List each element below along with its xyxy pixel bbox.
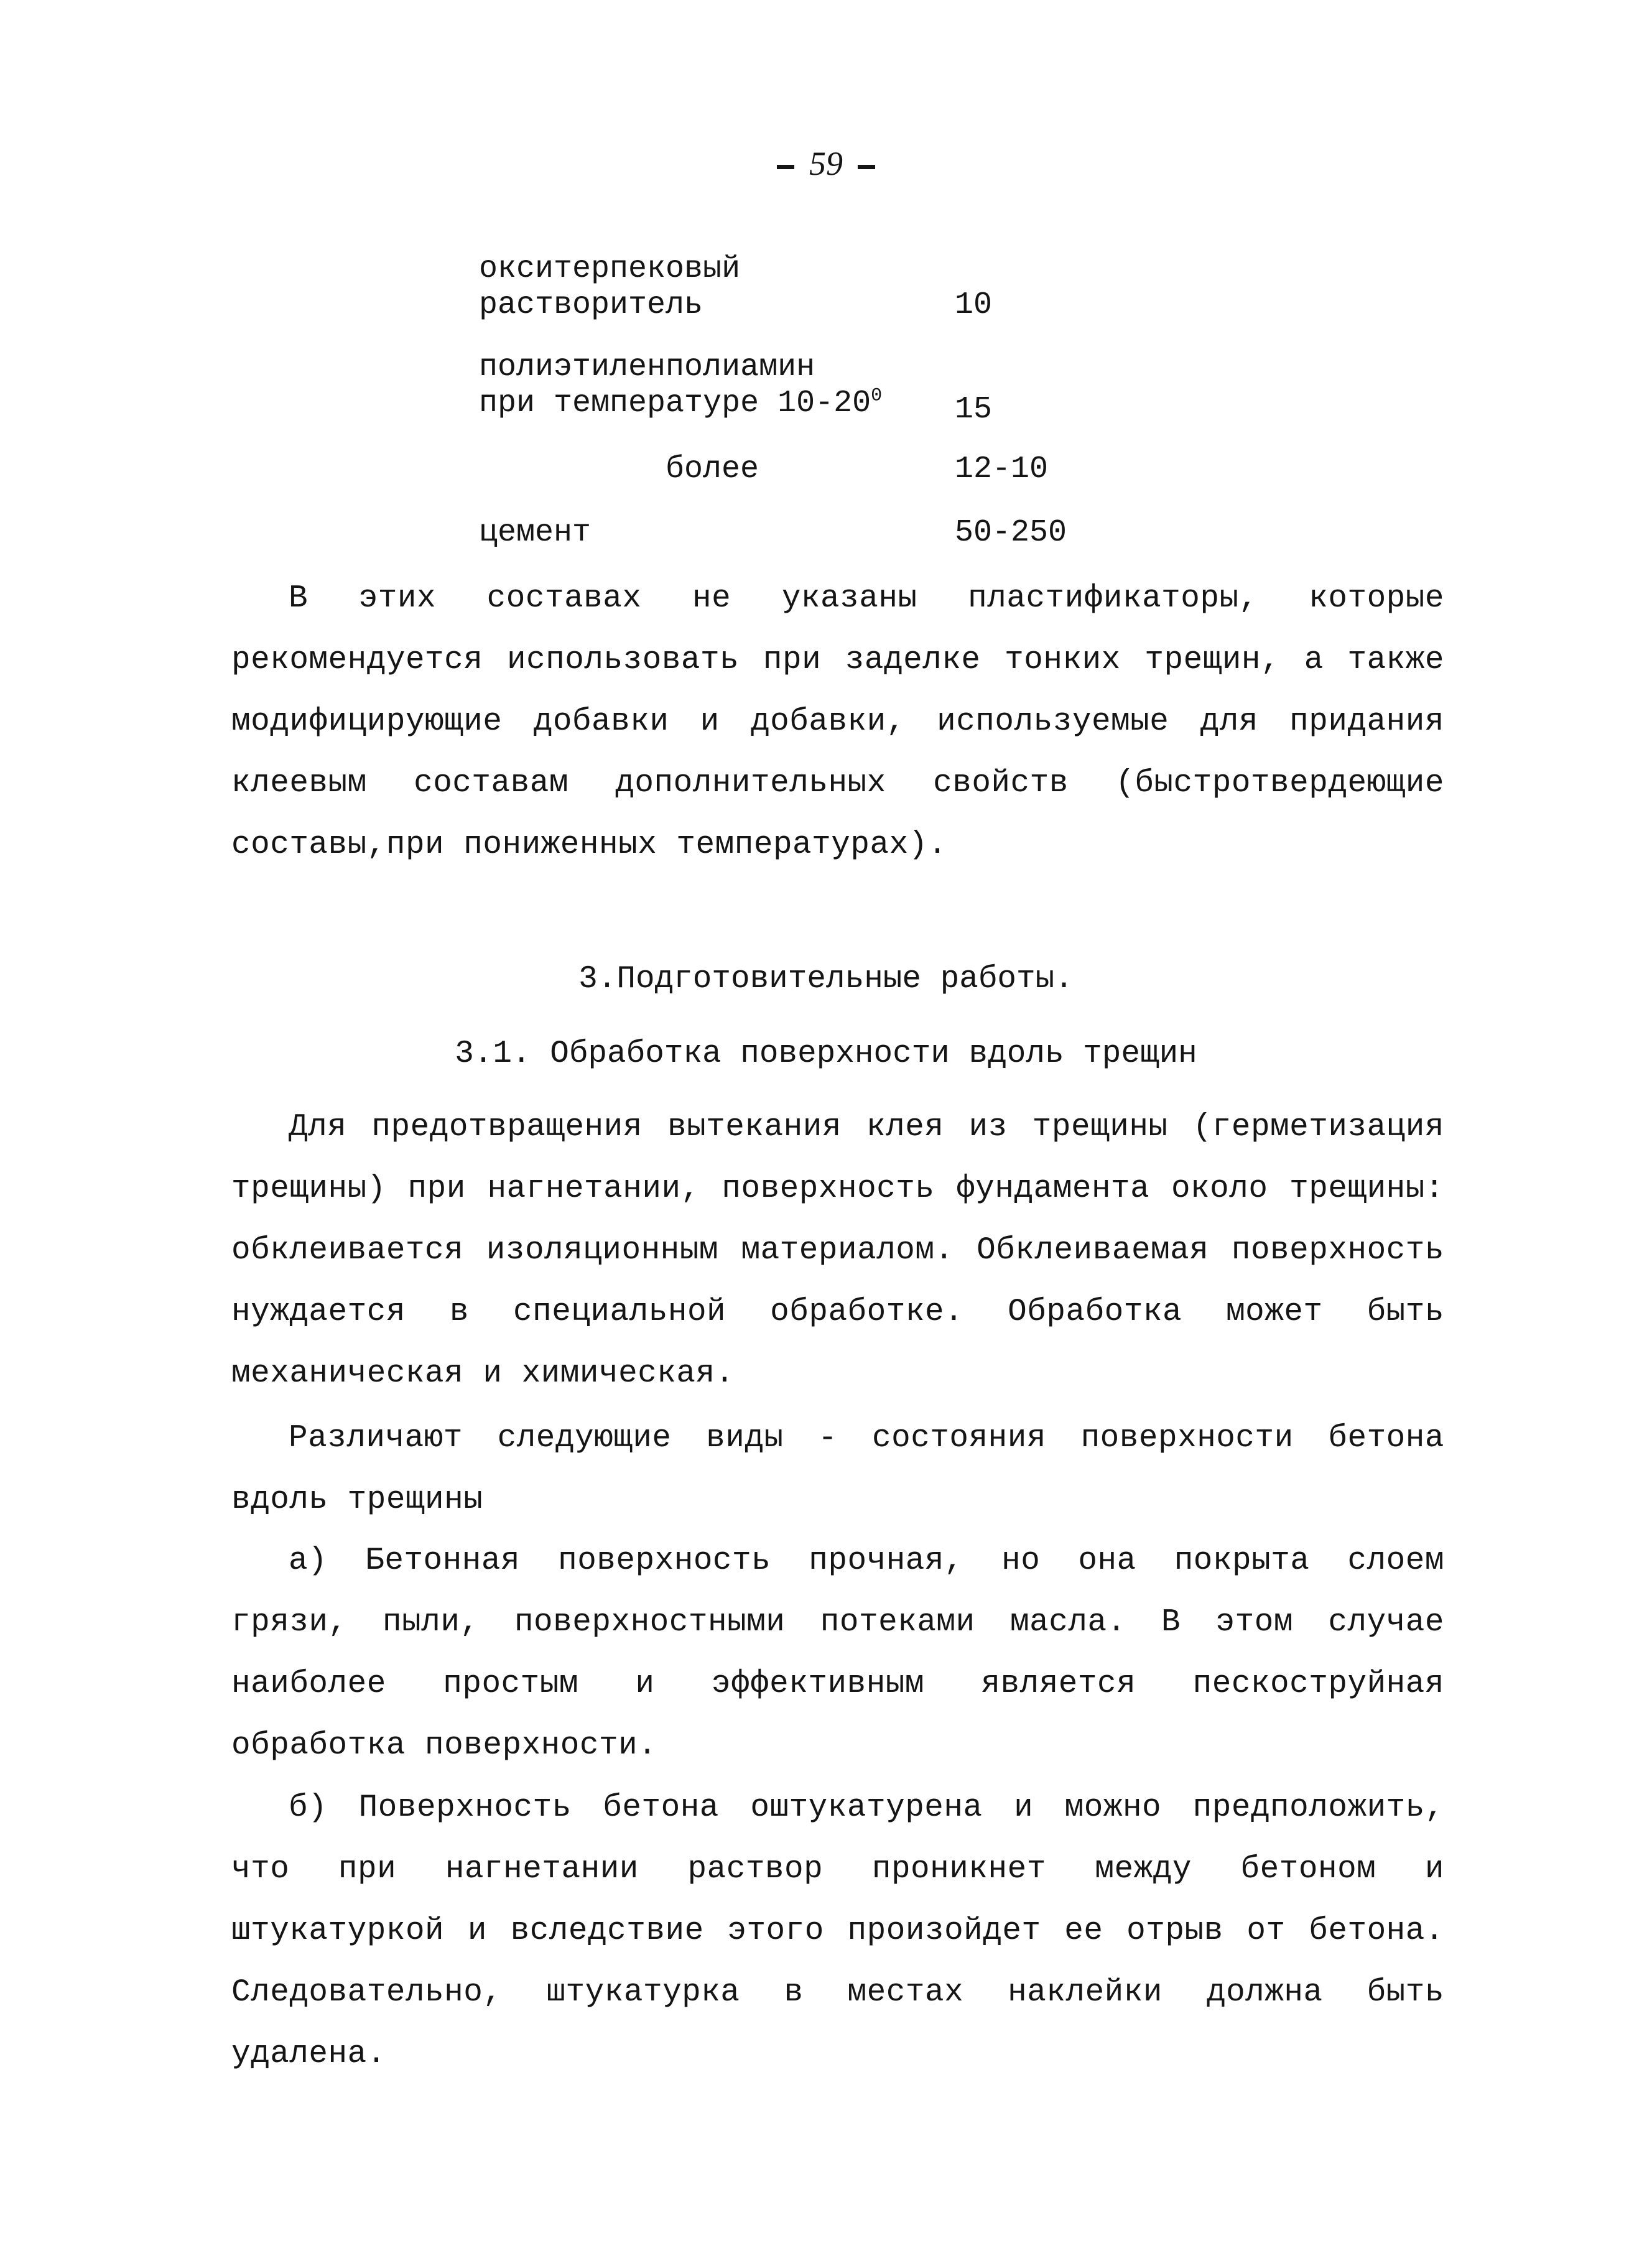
- paragraph-additives: В этих составах не указаны пластификаторы, которые рекомендуется использовать при заделке тонких трещин, а также модифицирующие добавки и добавки, используемые для придания клеевым составам дополнительных свойств (быстротвердеющие составы,при пониженных температурах).: [231, 581, 1444, 863]
- dash-right: [858, 165, 875, 169]
- component-amount: 15: [955, 392, 993, 427]
- component-name: окситерпековый растворитель: [479, 251, 741, 323]
- section-heading: 3.Подготовительные работы.: [578, 962, 1074, 997]
- component-name: полиэтиленполиамин при температуре $10-20^0$: [479, 350, 883, 421]
- list-item-a: а) Бетонная поверхность прочная, но она покрыта слоем грязи, пыли, поверхностными потеками масла. В этом случае наиболее простым и эффективным является пескоструйная обработка поверхности.: [231, 1543, 1444, 1763]
- component-name: более: [666, 452, 759, 487]
- component-amount: 12-10: [955, 452, 1049, 487]
- component-amount: 10: [955, 287, 993, 323]
- paragraph-surface-states: Различают следующие виды - состояния поверхности бетона вдоль трещины: [231, 1421, 1444, 1518]
- list-item-b: б) Поверхность бетона оштукатурена и можно предположить, что при нагнетании раствор проникнет между бетоном и штукатуркой и вследствие этого произойдет ее отрыв от бетона. Следовательно, штукатурка в местах наклейки должна быть удалена.: [231, 1790, 1444, 2072]
- subsection-heading: 3.1. Обработка поверхности вдоль трещин: [455, 1036, 1197, 1072]
- paragraph-sealing: Для предотвращения вытекания клея из трещины (герметизация трещины) при нагнетании, поверхность фундамента около трещины: обклеивается изоляционным материалом. Обклеиваемая поверхность нуждается в специальной обработке. Обработка может быть механическая и химическая.: [231, 1110, 1444, 1391]
- page-number: 59: [0, 144, 1652, 183]
- component-name: цемент: [479, 515, 592, 550]
- dash-left: [777, 165, 794, 169]
- component-amount: 50-250: [955, 515, 1067, 550]
- degree-superscript: 0: [871, 385, 883, 407]
